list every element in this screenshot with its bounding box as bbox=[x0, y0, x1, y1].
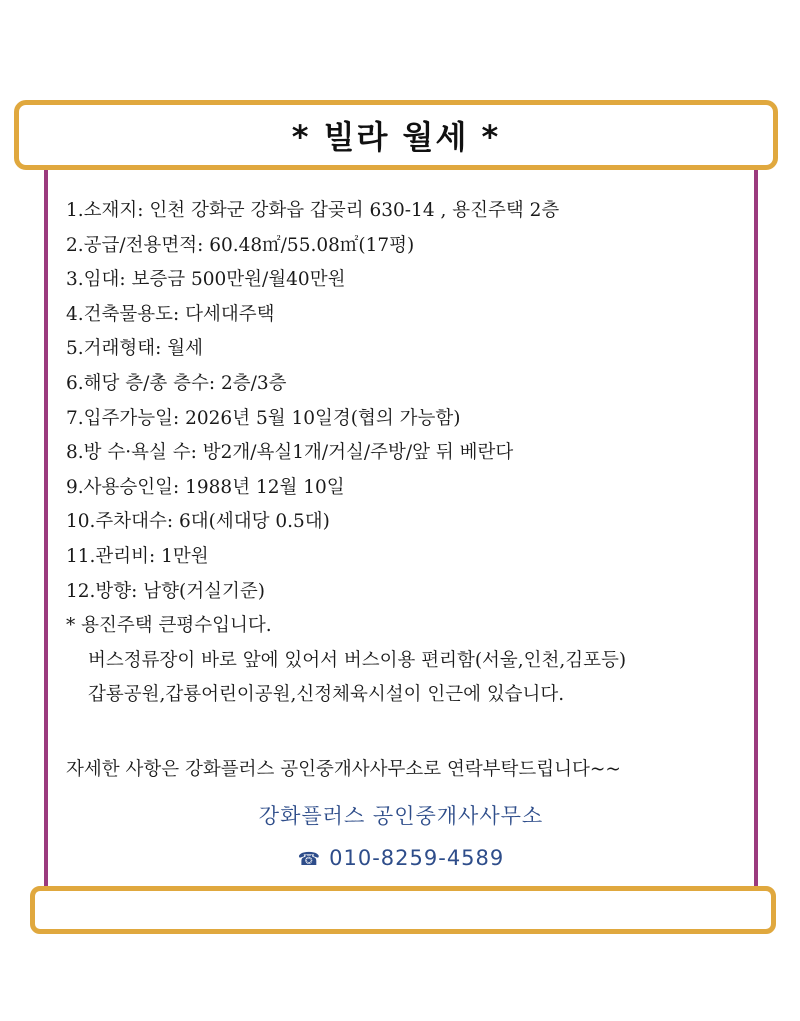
note-block bbox=[66, 609, 744, 713]
phone-number-line bbox=[48, 846, 754, 870]
detail-direction: 12.방향: 남향(거실기준) bbox=[66, 580, 265, 602]
detail-area: 2.공급/전용면적: 60.48㎡/55.08㎡(17평) bbox=[66, 234, 415, 256]
detail-rooms: 8.방 수·욕실 수: 방2개/욕실1개/거실/주방/앞 뒤 베란다 bbox=[66, 442, 514, 464]
office-name: 강화플러스 공인중개사사무소 bbox=[258, 804, 544, 828]
detail-transaction-type: 5.거래형태: 월세 bbox=[66, 338, 203, 360]
phone-icon: ☎ bbox=[297, 849, 322, 870]
detail-rent: 3.임대: 보증금 500만원/월40만원 bbox=[66, 269, 346, 291]
detail-building-use: 4.건축물용도: 다세대주택 bbox=[66, 303, 275, 325]
title-banner bbox=[14, 100, 778, 170]
bottom-scroll bbox=[30, 886, 776, 934]
detail-move-in-date: 7.입주가능일: 2026년 5월 10일경(협의 가능함) bbox=[66, 407, 461, 429]
note-line-1: * 용진주택 큰평수입니다. bbox=[66, 615, 272, 637]
detail-maintenance-fee: 11.관리비: 1만원 bbox=[66, 545, 209, 567]
detail-parking: 10.주차대수: 6대(세대당 0.5대) bbox=[66, 511, 330, 533]
detail-location: 1.소재지: 인천 강화군 강화읍 갑곶리 630-14 , 용진주택 2층 bbox=[66, 200, 560, 221]
note-line-2: 버스정류장이 바로 앞에 있어서 버스이용 편리함(서울,인천,김포등) bbox=[88, 649, 627, 671]
page-title: * 빌라 월세 * bbox=[291, 118, 501, 156]
detail-floor: 6.해당 층/총 층수: 2층/3층 bbox=[66, 372, 287, 394]
phone-number: 010-8259-4589 bbox=[329, 846, 505, 870]
detail-approval-date: 9.사용승인일: 1988년 12월 10일 bbox=[66, 476, 345, 498]
listing-content bbox=[66, 194, 744, 787]
note-line-3: 갑룡공원,갑룡어린이공원,신정체육시설이 인근에 있습니다. bbox=[88, 684, 565, 706]
listing-panel bbox=[44, 166, 758, 892]
contact-message: 자세한 사항은 강화플러스 공인중개사사무소로 연락부탁드립니다~~ bbox=[66, 758, 621, 780]
